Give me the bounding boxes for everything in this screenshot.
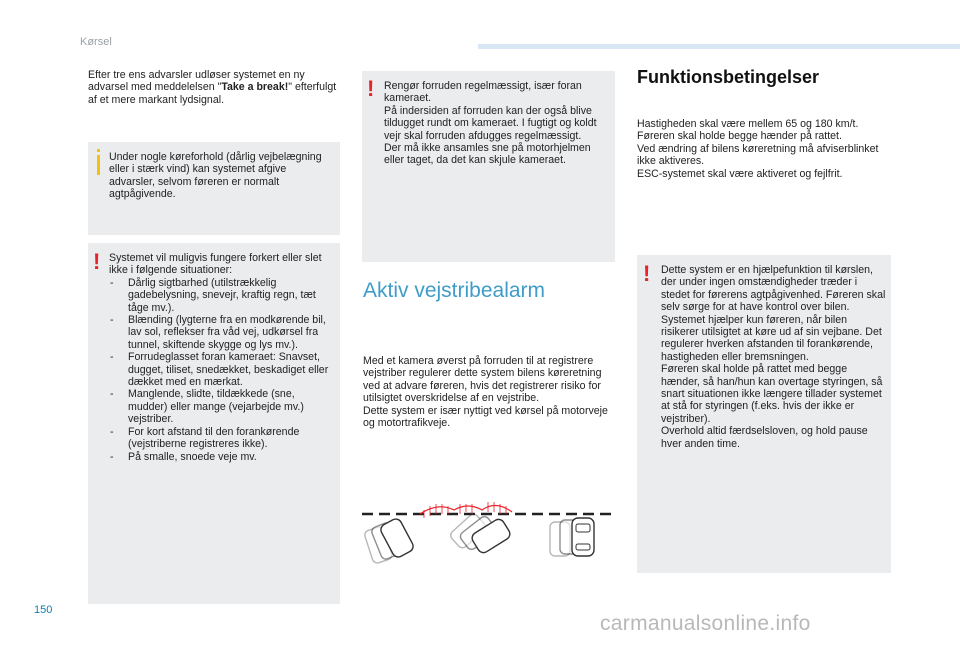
funktion-description: Hastigheden skal være mellem 65 og 180 km/t. Føreren skal holde begge hænder på rattet. Ved ændring af bilens køreretning må afviserblinket ikke aktiveres. ESC-systemet skal være aktiveret og fejlfrit. [637,118,879,180]
section-label: Kørsel [80,36,112,48]
cleaning-line: På indersiden af forruden kan der også blive tildugget rundt om kameraet. I fugtigt og koldt vejr skal forruden afdugges regelmæssigt. [384,104,597,142]
watermark: carmanualsonline.info [600,612,811,635]
section-title-aktiv: Aktiv vejstribealarm [363,279,546,302]
list-item: - På smalle, snoede veje mv. [110,450,257,463]
warning-box-assist [637,255,891,573]
assist-line: Dette system er en hjælpefunktion til kørslen, der under ingen omstændigheder træder i stedet for førerens agtpågivenhed. Føreren skal selv sørge for at have kontrol over bilen. [661,264,886,314]
info-box-text: Under nogle køreforhold (dårlig vejbelægning eller i stærk vind) kan systemet afgive advarsler, selvom føreren er normalt agtpågivende. [109,151,322,201]
info-icon [97,155,100,175]
assist-line: Føreren skal holde på rattet med begge hænder, så han/hun kan overtage styringen, så snart situationen ikke længere tillader systemet at stå for styringen (f.eks. hvis der ikke er vejstriber). [661,363,883,425]
intro-paragraph: Efter tre ens advarsler udløser systemet en ny advarsel med meddelelsen "Take a break!" efterfulgt af et mere markant lydsignal. [88,69,337,106]
list-item: - Dårlig sigtbarhed (utilstrækkelig gadebelysning, snevejr, kraftig regn, tæt tåge mv.). [110,276,316,314]
assist-line: Systemet hjælper kun føreren, når bilen risikerer utilsigtet at køre ud af sin vejbane. Det regulerer hverken afstanden til forankørende, hastigheden eller bremsningen. [661,313,882,363]
list-item: - Manglende, slidte, tildækkede (sne, mudder) eller mange (vejarbejde mv.) vejstriber. [110,388,304,426]
warning-icon: ! [367,76,375,101]
warning-box-cleaning [362,71,615,262]
page-number: 150 [34,604,53,616]
list-item: - For kort afstand til den forankørende (vejstriberne registreres ikke). [110,425,300,451]
warning-intro: Systemet vil muligvis fungere forkert eller slet ikke i følgende situationer: [109,252,322,277]
assist-line: Overhold altid færdselsloven, og hold pause hver anden time. [661,425,868,450]
limitations-list [109,277,337,463]
list-item: - Blænding (lygterne fra en modkørende bil, lav sol, reflekser fra våd vej, udkørsel fra tunnel, skiftende skygge og lys mv.). [110,314,326,351]
header-bar [478,44,960,49]
warning-icon: ! [93,249,101,274]
cleaning-line: Der må ikke ansamles sne på motorhjelmen eller taget, da det kan skjule kameraet. [384,142,591,167]
cleaning-line: Rengør forruden regelmæssigt, især foran kameraet. [384,80,582,105]
warning-icon: ! [643,261,651,286]
aktiv-description: Med et kamera øverst på forruden til at registrere vejstriber regulerer dette system bilens køreretning ved at advare føreren, hvis det registrerer risiko for utilsigtet overskridelse af en vejstribe. Dette system er især nyttigt ved kørsel på motorveje og motortrafikveje. [363,355,608,430]
section-title-funktion: Funktionsbetingelser [637,67,820,87]
list-item: - Forrudeglasset foran kameraet: Snavset, dugget, tiliset, snedækket, beskadiget eller dækket med en mærkat. [110,351,329,389]
warning-box-limitations [88,243,340,604]
lane-departure-illustration [360,496,618,564]
info-box [88,142,340,235]
